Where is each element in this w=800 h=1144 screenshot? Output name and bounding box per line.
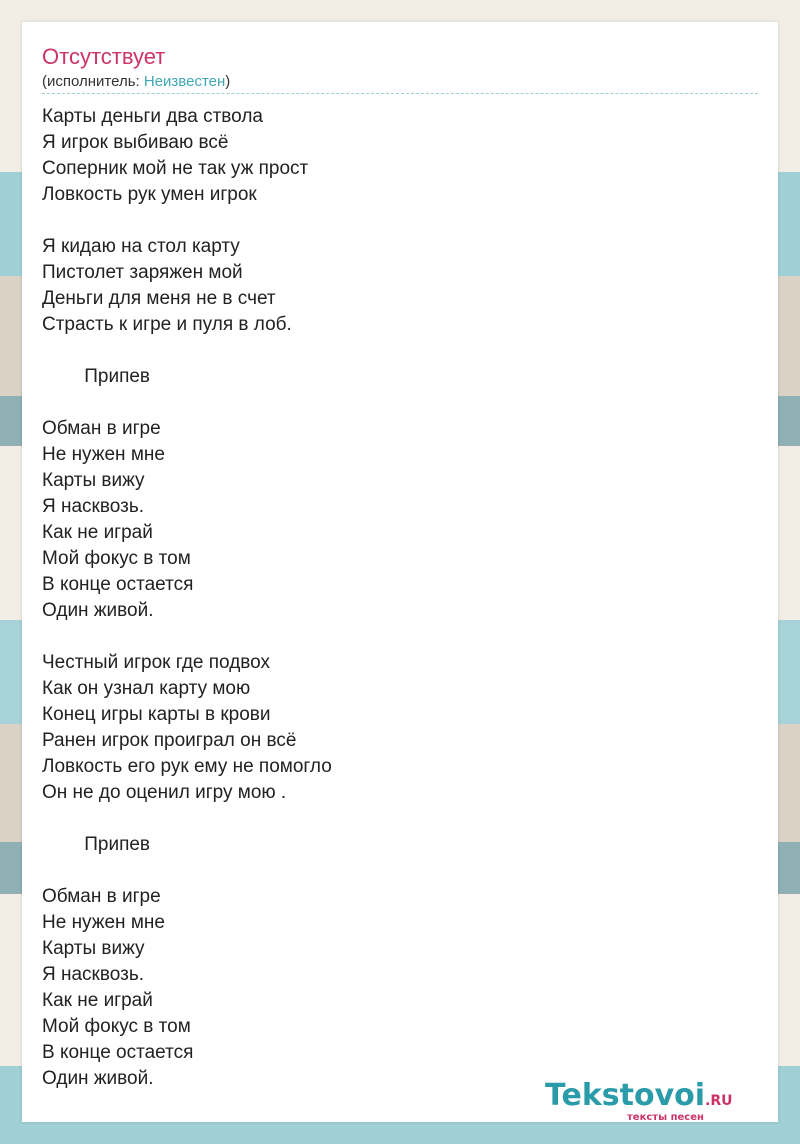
artist-line [42, 73, 230, 90]
lyric-line: Он не до оценил игру мою . [42, 782, 287, 803]
lyric-line: Деньги для меня не в счет [42, 288, 276, 309]
lyrics-card [22, 22, 778, 1122]
lyric-line: Как не играй [42, 990, 153, 1011]
logo-domain: .RU [705, 1093, 733, 1109]
lyric-line: Пистолет заряжен мой [42, 262, 243, 283]
lyric-line: Ловкость его рук ему не помогло [42, 756, 332, 777]
lyric-line: Обман в игре [42, 418, 161, 439]
site-logo[interactable] [545, 1078, 733, 1123]
lyric-line: Мой фокус в том [42, 548, 191, 569]
lyric-line: Один живой. [42, 1068, 154, 1089]
lyric-line: Мой фокус в том [42, 1016, 191, 1037]
lyric-line [42, 858, 332, 884]
lyric-line [42, 806, 332, 832]
lyric-line: Я игрок выбиваю всё [42, 132, 229, 153]
song-title: Отсутствует [42, 44, 166, 69]
artist-link[interactable]: Неизвестен [143, 73, 226, 90]
logo-tagline: тексты песен [627, 1112, 704, 1123]
lyric-line: Ранен игрок проиграл он всё [42, 730, 297, 751]
lyric-line: Припев [42, 366, 151, 387]
lyric-line: Обман в игре [42, 886, 161, 907]
lyric-line [42, 208, 332, 234]
lyric-line: Один живой. [42, 600, 154, 621]
lyric-line: Карты вижу [42, 470, 145, 491]
lyric-line: Страсть к игре и пуля в лоб. [42, 314, 292, 335]
lyric-line [42, 390, 332, 416]
lyric-line: Конец игры карты в крови [42, 704, 271, 725]
lyric-line: Я насквозь. [42, 964, 144, 985]
lyrics-text [42, 104, 332, 1092]
lyric-line: Ловкость рук умен игрок [42, 184, 257, 205]
lyric-line: В конце остается [42, 574, 194, 595]
lyric-line: Как не играй [42, 522, 153, 543]
lyric-line: В конце остается [42, 1042, 194, 1063]
lyric-line: Не нужен мне [42, 444, 165, 465]
lyric-line [42, 624, 332, 650]
lyric-line: Припев [42, 834, 151, 855]
lyric-line: Как он узнал карту мою [42, 678, 251, 699]
lyric-line: Я насквозь. [42, 496, 144, 517]
lyric-line: Я кидаю на стол карту [42, 236, 240, 257]
lyric-line [42, 338, 332, 364]
lyric-line: Карты деньги два ствола [42, 106, 263, 127]
lyric-line: Честный игрок где подвох [42, 652, 271, 673]
artist-prefix: (исполнитель: [42, 73, 144, 90]
artist-suffix: ) [225, 73, 231, 90]
lyric-line: Соперник мой не так уж прост [42, 158, 309, 179]
title-divider [42, 93, 758, 94]
lyric-line: Карты вижу [42, 938, 145, 959]
lyric-line: Не нужен мне [42, 912, 165, 933]
logo-brand: Tekstovoi [545, 1078, 706, 1113]
